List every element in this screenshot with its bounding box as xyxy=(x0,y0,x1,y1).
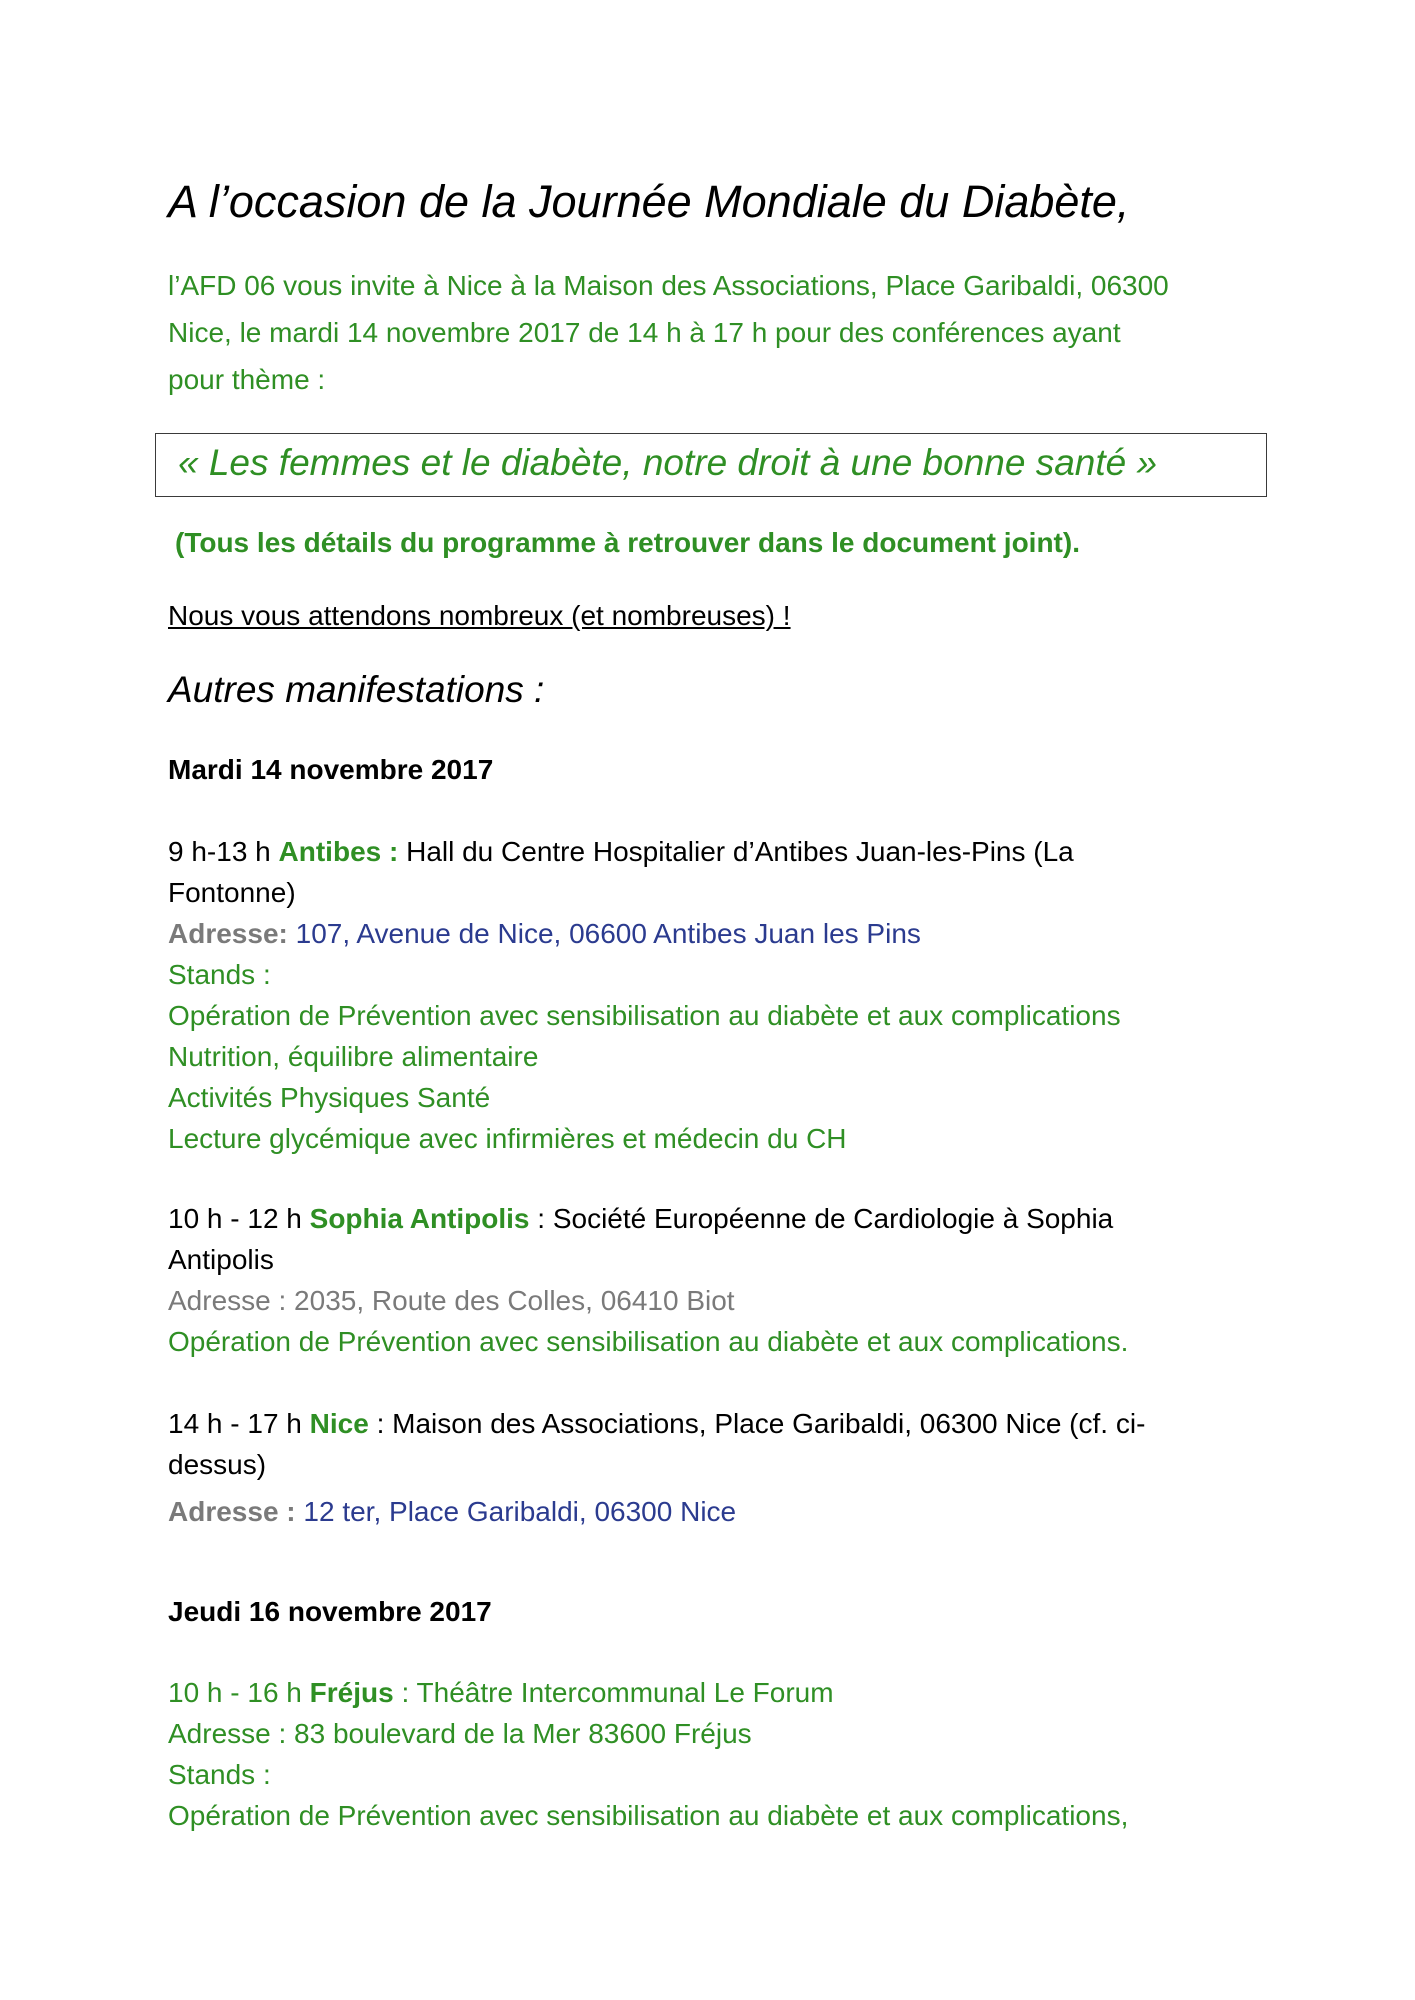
event-city: Nice xyxy=(309,1408,369,1439)
event-line xyxy=(168,1198,1288,1239)
event-time: 10 h - 12 h xyxy=(168,1203,310,1234)
event-place-continued: Fontonne) xyxy=(168,877,296,908)
event-city: Antibes : xyxy=(278,836,399,867)
event-address: Adresse : 83 boulevard de la Mer 83600 Fréjus xyxy=(168,1718,752,1749)
invitation-line: Nous vous attendons nombreux (et nombreuses) ! xyxy=(168,600,791,631)
intro-paragraph xyxy=(168,262,1278,403)
event-city: Fréjus xyxy=(309,1677,394,1708)
event-place-continued: dessus) xyxy=(168,1449,267,1480)
event-time: 9 h-13 h xyxy=(168,836,279,867)
event-place: : Maison des Associations, Place Garibaldi, 06300 Nice (cf. ci- xyxy=(368,1408,1146,1439)
stand-item: Lecture glycémique avec infirmières et médecin du CH xyxy=(168,1123,847,1154)
stands-label: Stands : xyxy=(168,959,271,990)
event-place: : Société Européenne de Cardiologie à Sophia xyxy=(529,1203,1114,1234)
event-address xyxy=(168,1491,1288,1532)
event-time: 14 h - 17 h xyxy=(168,1408,310,1439)
stands-label: Stands : xyxy=(168,1759,271,1790)
address-value: 12 ter, Place Garibaldi, 06300 Nice xyxy=(295,1496,737,1527)
address-value: 107, Avenue de Nice, 06600 Antibes Juan les Pins xyxy=(287,918,921,949)
event-city: Sophia Antipolis xyxy=(309,1203,530,1234)
event-nice xyxy=(168,1403,1288,1532)
address-label: Adresse : xyxy=(168,1496,296,1527)
stand-item: Activités Physiques Santé xyxy=(168,1082,491,1113)
event-antibes xyxy=(168,831,1288,1159)
event-address: Adresse : 2035, Route des Colles, 06410 Biot xyxy=(168,1285,735,1316)
intro-line: l’AFD 06 vous invite à Nice à la Maison des Associations, Place Garibaldi, 06300 xyxy=(168,270,1169,301)
event-frejus xyxy=(168,1672,1288,1836)
day-heading-tuesday: Mardi 14 novembre 2017 xyxy=(168,754,494,785)
event-line xyxy=(168,831,1288,872)
event-sophia-antipolis xyxy=(168,1198,1288,1362)
event-time: 10 h - 16 h xyxy=(168,1677,310,1708)
event-address xyxy=(168,913,1288,954)
event-place: Hall du Centre Hospitalier d’Antibes Juan-les-Pins (La xyxy=(398,836,1074,867)
event-place-continued: Antipolis xyxy=(168,1244,274,1275)
event-place: : Théâtre Intercommunal Le Forum xyxy=(393,1677,834,1708)
stand-item: Nutrition, équilibre alimentaire xyxy=(168,1041,539,1072)
stand-item: Opération de Prévention avec sensibilisation au diabète et aux complications, xyxy=(168,1800,1129,1831)
other-events-heading: Autres manifestations : xyxy=(168,669,545,710)
event-line xyxy=(168,1403,1288,1444)
page-title: A l’occasion de la Journée Mondiale du Diabète, xyxy=(168,176,1130,227)
event-item: Opération de Prévention avec sensibilisation au diabète et aux complications. xyxy=(168,1326,1129,1357)
program-details-note: (Tous les détails du programme à retrouver dans le document joint). xyxy=(175,527,1080,558)
event-line xyxy=(168,1672,1288,1713)
day-heading-thursday: Jeudi 16 novembre 2017 xyxy=(168,1596,492,1627)
intro-line: pour thème : xyxy=(168,364,326,395)
stand-item: Opération de Prévention avec sensibilisation au diabète et aux complications xyxy=(168,1000,1121,1031)
intro-line: Nice, le mardi 14 novembre 2017 de 14 h à 17 h pour des conférences ayant xyxy=(168,317,1121,348)
conference-theme: « Les femmes et le diabète, notre droit à une bonne santé » xyxy=(178,442,1158,483)
address-label: Adresse: xyxy=(168,918,288,949)
